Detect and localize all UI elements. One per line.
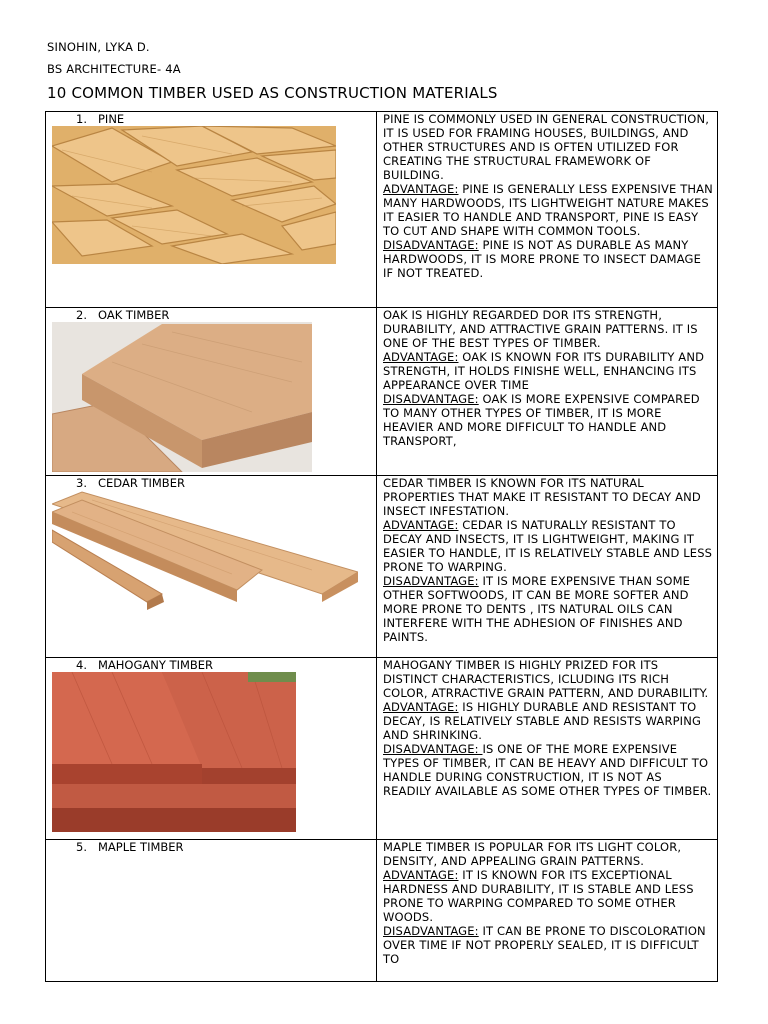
item-number: 4. xyxy=(76,658,87,672)
advantage-text: IT IS KNOWN FOR ITS EXCEPTIONAL HARDNESS AND DURABILITY, IT IS STABLE AND LESS PRONE TO WARPING COMPARED TO SOME OTHER WOODS. xyxy=(383,868,694,924)
course-section: BS ARCHITECTURE- 4A xyxy=(47,62,181,76)
timber-name: CEDAR TIMBER xyxy=(98,476,185,490)
disadvantage-text: OAK IS MORE EXPENSIVE COMPARED TO MANY OTHER TYPES OF TIMBER, IT IS MORE HEAVIER AND MORE DIFFICULT TO HANDLE AND TRANSPORT, xyxy=(383,392,700,448)
cedar-timber-photo xyxy=(52,490,358,612)
advantage-label: ADVANTAGE: xyxy=(383,350,459,364)
table-row xyxy=(46,112,718,308)
item-number: 5. xyxy=(76,840,87,854)
timber-description-cell xyxy=(377,658,718,840)
intro-text: CEDAR TIMBER IS KNOWN FOR ITS NATURAL PROPERTIES THAT MAKE IT RESISTANT TO DECAY AND INSECT INFESTATION. xyxy=(383,476,701,518)
table-row xyxy=(46,308,718,476)
item-number: 3. xyxy=(76,476,87,490)
timber-label xyxy=(76,112,124,126)
author-name: SINOHIN, LYKA D. xyxy=(47,40,150,54)
table-row xyxy=(46,476,718,658)
intro-text: MAHOGANY TIMBER IS HIGHLY PRIZED FOR ITS DISTINCT CHARACTERISTICS, ICLUDING ITS RICH COLOR, ATRRACTIVE GRAIN PATTERN, AND DURABILITY. xyxy=(383,658,709,700)
mahogany-timber-photo xyxy=(52,672,296,832)
disadvantage-label: DISADVANTAGE: xyxy=(383,238,479,252)
timber-cell xyxy=(46,658,377,840)
timber-description-cell xyxy=(377,476,718,658)
timber-cell xyxy=(46,112,377,308)
timber-name: PINE xyxy=(98,112,125,126)
advantage-text: OAK IS KNOWN FOR ITS DURABILITY AND STRENGTH, IT HOLDS FINISHE WELL, ENHANCING ITS APPEARANCE OVER TIME xyxy=(383,350,705,392)
timber-description xyxy=(383,840,713,966)
advantage-label: ADVANTAGE: xyxy=(383,700,459,714)
advantage-label: ADVANTAGE: xyxy=(383,868,459,882)
disadvantage-label: DISADVANTAGE: xyxy=(383,742,483,756)
timber-cell xyxy=(46,476,377,658)
disadvantage-text: IS ONE OF THE MORE EXPENSIVE TYPES OF TIMBER, IT CAN BE HEAVY AND DIFFICULT TO HANDLE DURING CONSTRUCTION, IT IS NOT AS READILY AVAILABLE AS SOME OTHER TYPES OF TIMBER. xyxy=(383,742,712,798)
timber-label xyxy=(76,840,184,854)
advantage-text: CEDAR IS NATURALLY RESISTANT TO DECAY AND INSECTS, IT IS LIGHTWEIGHT, MAKING IT EASIER TO HANDLE, IT IS RELATIVELY STABLE AND LESS PRONE TO WARPING. xyxy=(383,518,713,574)
advantage-label: ADVANTAGE: xyxy=(383,182,459,196)
timber-name: MAPLE TIMBER xyxy=(98,840,184,854)
advantage-label: ADVANTAGE: xyxy=(383,518,459,532)
timber-description xyxy=(383,476,713,644)
timber-cell xyxy=(46,308,377,476)
table-row xyxy=(46,840,718,982)
timber-cell xyxy=(46,840,377,982)
timber-label xyxy=(76,658,213,672)
disadvantage-label: DISADVANTAGE: xyxy=(383,924,479,938)
pine-lumber-photo xyxy=(52,126,336,264)
timber-description-cell xyxy=(377,308,718,476)
timber-label xyxy=(76,476,185,490)
timber-label xyxy=(76,308,169,322)
timber-description-cell xyxy=(377,840,718,982)
intro-text: OAK IS HIGHLY REGARDED DOR ITS STRENGTH, DURABILITY, AND ATTRACTIVE GRAIN PATTERNS. IT IS ONE OF THE BEST TYPES OF TIMBER. xyxy=(383,308,698,350)
timber-name: OAK TIMBER xyxy=(98,308,170,322)
timber-name: MAHOGANY TIMBER xyxy=(98,658,214,672)
item-number: 2. xyxy=(76,308,87,322)
intro-text: MAPLE TIMBER IS POPULAR FOR ITS LIGHT COLOR, DENSITY, AND APPEALING GRAIN PATTERNS. xyxy=(383,840,682,868)
timber-description xyxy=(383,112,713,280)
disadvantage-text: PINE IS NOT AS DURABLE AS MANY HARDWOODS, IT IS MORE PRONE TO INSECT DAMAGE IF NOT TREATED. xyxy=(383,238,701,280)
timber-description xyxy=(383,658,713,798)
advantage-text: PINE IS GENERALLY LESS EXPENSIVE THAN MANY HARDWOODS, ITS LIGHTWEIGHT NATURE MAKES IT EASIER TO HANDLE AND TRANSPORT, PINE IS EASY TO CUT AND SHAPE WITH COMMON TOOLS. xyxy=(383,182,713,238)
table-row xyxy=(46,658,718,840)
oak-timber-photo xyxy=(52,322,312,472)
item-number: 1. xyxy=(76,112,87,126)
document-title: 10 COMMON TIMBER USED AS CONSTRUCTION MATERIALS xyxy=(47,84,498,102)
intro-text: PINE IS COMMONLY USED IN GENERAL CONSTRUCTION, IT IS USED FOR FRAMING HOUSES, BUILDINGS, AND OTHER STRUCTURES AND IS OFTEN UTILIZED FOR CREATING THE STRUCTURAL FRAMEWORK OF BUILDING. xyxy=(383,112,710,182)
disadvantage-label: DISADVANTAGE: xyxy=(383,392,479,406)
disadvantage-text: IT IS MORE EXPENSIVE THAN SOME OTHER SOFTWOODS, IT CAN BE MORE SOFTER AND MORE PRONE TO DENTS , ITS NATURAL OILS CAN INTERFERE WITH THE ADHESION OF FINISHES AND PAINTS. xyxy=(383,574,691,644)
timber-description-cell xyxy=(377,112,718,308)
disadvantage-label: DISADVANTAGE: xyxy=(383,574,479,588)
timber-table xyxy=(45,111,718,982)
advantage-text: IS HIGHLY DURABLE AND RESISTANT TO DECAY, IS RELATIVELY STABLE AND RESISTS WARPING AND SHRINKING. xyxy=(383,700,702,742)
disadvantage-text: IT CAN BE PRONE TO DISCOLORATION OVER TIME IF NOT PROPERLY SEALED, IT IS DIFFICULT TO xyxy=(383,924,706,966)
timber-description xyxy=(383,308,713,448)
